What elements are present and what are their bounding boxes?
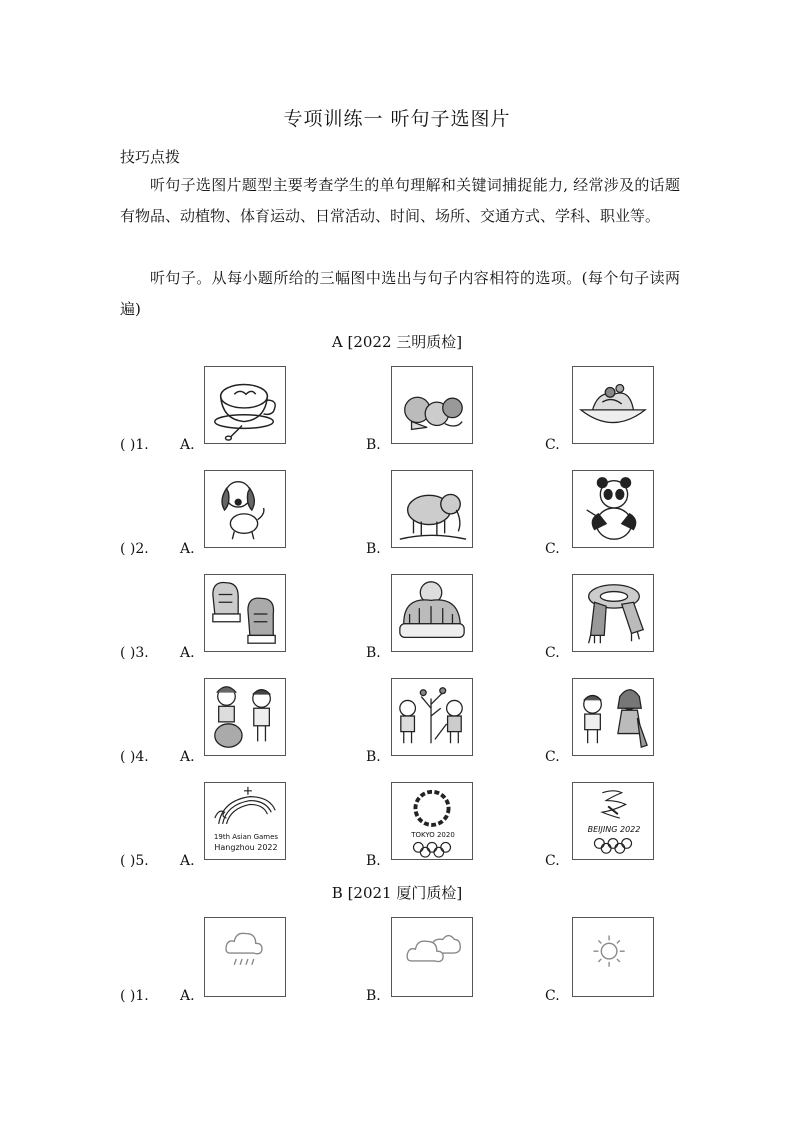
section-b-heading: B [2021 厦门质检] [331,884,463,902]
kids-planting-tree-image[interactable] [391,678,473,756]
option-b-label[interactable]: B. [366,541,381,557]
wool-hat-image[interactable] [391,574,473,652]
asian-games-caption: 19th Asian Games [213,833,279,841]
panda-image[interactable] [572,470,654,548]
sunny-icon[interactable] [572,917,654,997]
option-b-label[interactable]: B. [366,437,381,453]
question-marker[interactable]: ( )2. [120,541,149,557]
kids-sweeping-image[interactable] [572,678,654,756]
scarf-image[interactable] [572,574,654,652]
option-a-label[interactable]: A. [180,645,195,661]
option-c-label[interactable]: C. [545,645,560,661]
question-marker[interactable]: ( )4. [120,749,149,765]
elephant-image[interactable] [391,470,473,548]
mittens-image[interactable] [204,574,286,652]
tokyo-caption: TOKYO 2020 [411,831,455,839]
option-b-label[interactable]: B. [366,853,381,869]
option-c-label[interactable]: C. [545,437,560,453]
option-b-label[interactable]: B. [366,988,381,1004]
oranges-image[interactable] [391,366,473,444]
question-marker[interactable]: ( )1. [120,988,149,1004]
option-b-label[interactable]: B. [366,645,381,661]
kids-with-bag-image[interactable] [204,678,286,756]
hangzhou-caption: Hangzhou 2022 [214,843,278,852]
option-c-label[interactable]: C. [545,749,560,765]
option-a-label[interactable]: A. [180,541,195,557]
asian-games-logo-image[interactable] [204,782,286,860]
page-title: 专项训练一 听句子选图片 [283,108,511,130]
beijing-2022-logo-image[interactable] [572,782,654,860]
question-marker[interactable]: ( )3. [120,645,149,661]
option-b-label[interactable]: B. [366,749,381,765]
option-c-label[interactable]: C. [545,541,560,557]
tip-paragraph: 听句子选图片题型主要考查学生的单句理解和关键词捕捉能力, 经常涉及的话题有物品、动植物、体育运动、日常活动、时间、场所、交通方式、学科、职业等。 [120,176,680,225]
question-marker[interactable]: ( )5. [120,853,149,869]
instruction: 听句子。从每小题所给的三幅图中选出与句子内容相符的选项。(每个句子读两遍) [120,269,680,318]
option-c-label[interactable]: C. [545,853,560,869]
ice-cream-bowl-image[interactable] [572,366,654,444]
option-c-label[interactable]: C. [545,988,560,1004]
beijing-caption: BEIJING 2022 [587,825,641,834]
rain-cloud-icon[interactable] [204,917,286,997]
cloudy-icon[interactable] [391,917,473,997]
option-a-label[interactable]: A. [180,853,195,869]
question-marker[interactable]: ( )1. [120,437,149,453]
option-a-label[interactable]: A. [180,437,195,453]
tokyo-2020-logo-image[interactable] [391,782,473,860]
option-a-label[interactable]: A. [180,988,195,1004]
option-a-label[interactable]: A. [180,749,195,765]
tip-heading: 技巧点拨 [120,148,181,166]
section-a-heading: A [2022 三明质检] [331,333,463,351]
puppy-image[interactable] [204,470,286,548]
cup-of-tea-image[interactable] [204,366,286,444]
